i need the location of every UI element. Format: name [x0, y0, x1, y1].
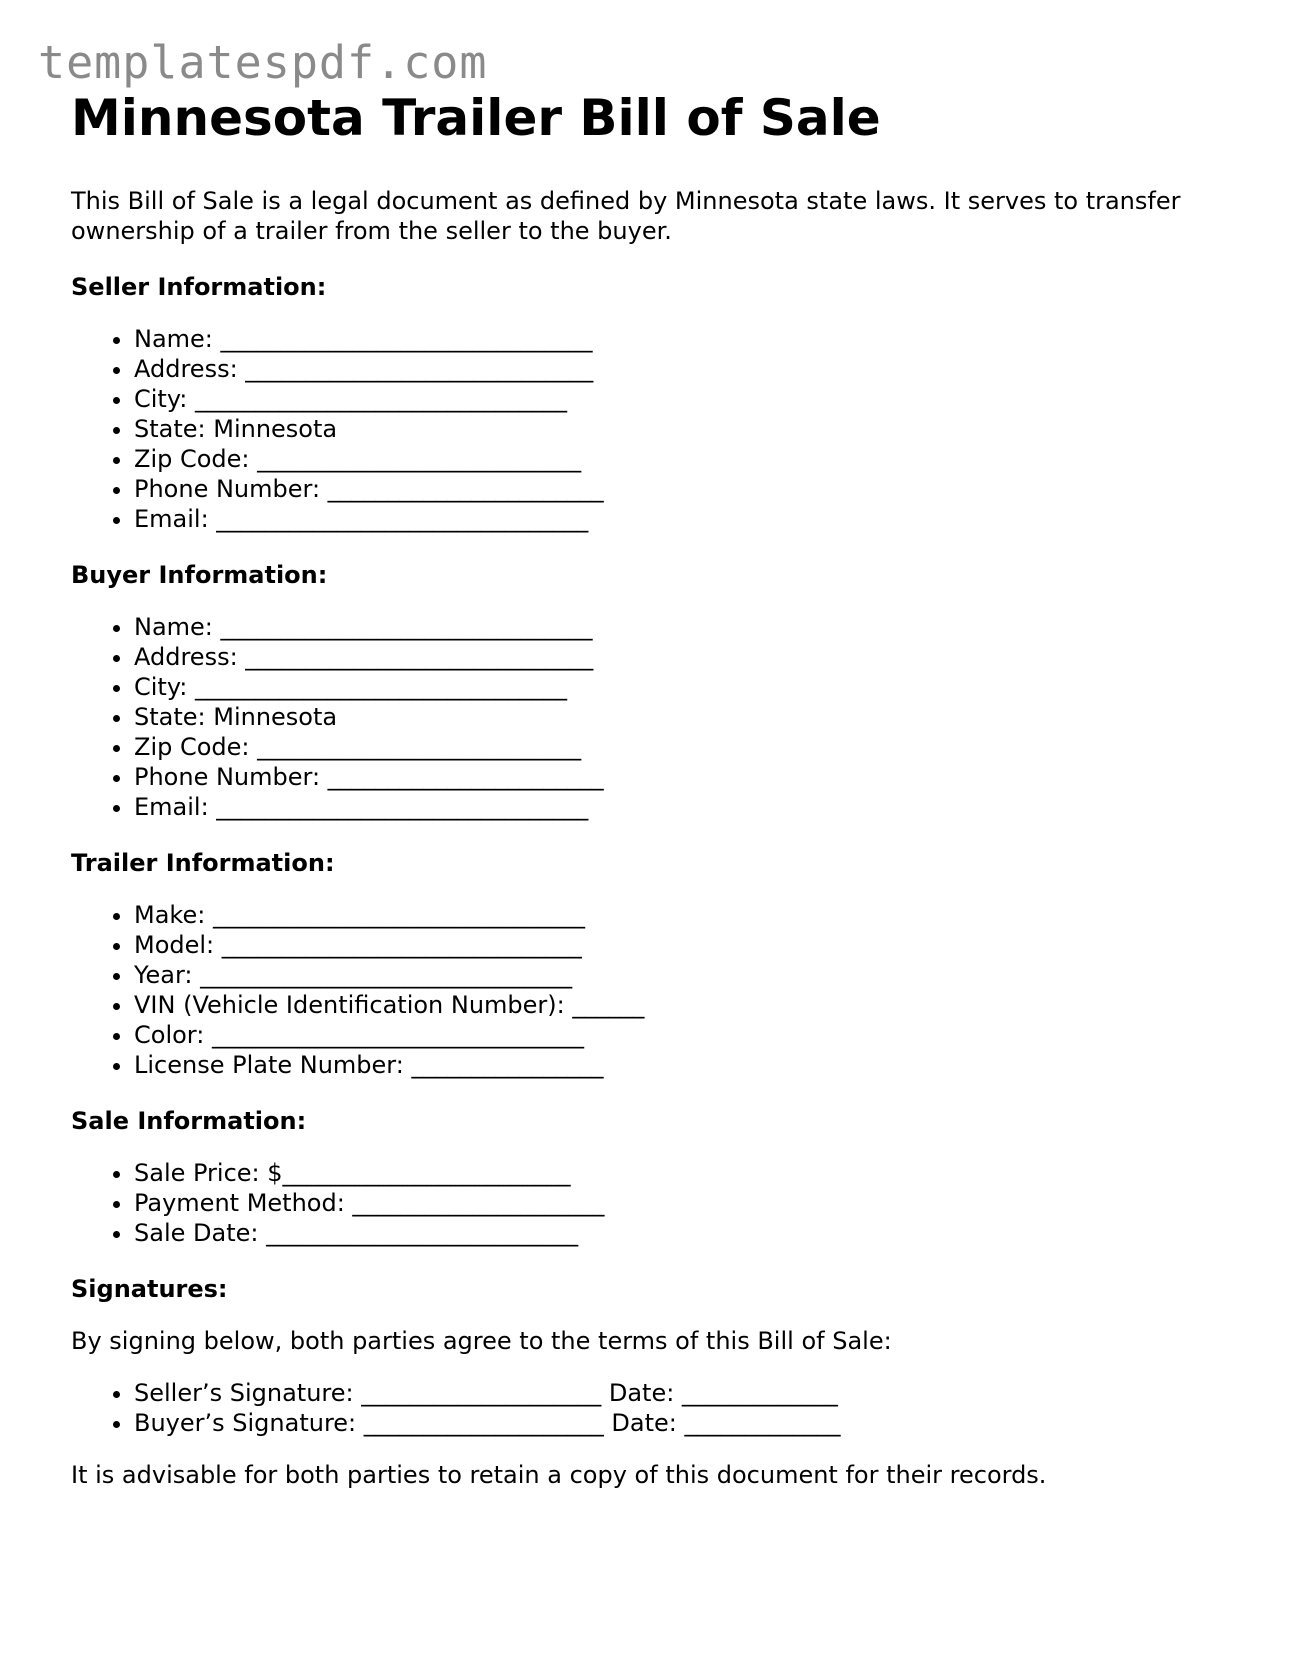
- seller-heading: Seller Information:: [71, 273, 327, 301]
- payment-method-field: • Payment Method: _____________________: [134, 1188, 1251, 1218]
- trailer-list: [71, 900, 1251, 1080]
- intro-paragraph: This Bill of Sale is a legal document as defined by Minnesota state laws. It serves to transfer ownership of a trailer from the seller to the buyer.: [71, 187, 1181, 245]
- buyer-signature-field: • Buyer’s Signature: ____________________ Date: _____________: [134, 1408, 1251, 1438]
- trailer-model-field: • Model: ______________________________: [134, 930, 1251, 960]
- trailer-color-field: • Color: _______________________________: [134, 1020, 1251, 1050]
- sale-list: [71, 1158, 1251, 1248]
- seller-list: [71, 324, 1251, 534]
- seller-name-field: • Name: _______________________________: [134, 324, 1251, 354]
- buyer-address-field: • Address: _____________________________: [134, 642, 1251, 672]
- trailer-vin-field: • VIN (Vehicle Identification Number): ______: [134, 990, 1251, 1020]
- buyer-heading: Buyer Information:: [71, 561, 328, 589]
- document-title: Minnesota Trailer Bill of Sale: [71, 89, 881, 147]
- buyer-zip-field: • Zip Code: ___________________________: [134, 732, 1251, 762]
- seller-state-field: • State: Minnesota: [134, 414, 1251, 444]
- signatures-list: [71, 1378, 1251, 1438]
- document-body: [71, 88, 1251, 1490]
- seller-address-field: • Address: _____________________________: [134, 354, 1251, 384]
- sale-heading: Sale Information:: [71, 1107, 307, 1135]
- seller-email-field: • Email: _______________________________: [134, 504, 1251, 534]
- closing-note: It is advisable for both parties to retain a copy of this document for their records.: [71, 1461, 1047, 1489]
- trailer-year-field: • Year: _______________________________: [134, 960, 1251, 990]
- trailer-plate-field: • License Plate Number: ________________: [134, 1050, 1251, 1080]
- trailer-heading: Trailer Information:: [71, 849, 335, 877]
- watermark: templatespdf.com: [38, 36, 488, 89]
- signatures-intro: By signing below, both parties agree to the terms of this Bill of Sale:: [71, 1327, 892, 1355]
- buyer-list: [71, 612, 1251, 822]
- seller-city-field: • City: _______________________________: [134, 384, 1251, 414]
- sale-price-field: • Sale Price: $________________________: [134, 1158, 1251, 1188]
- buyer-name-field: • Name: _______________________________: [134, 612, 1251, 642]
- buyer-state-field: • State: Minnesota: [134, 702, 1251, 732]
- buyer-email-field: • Email: _______________________________: [134, 792, 1251, 822]
- sale-date-field: • Sale Date: __________________________: [134, 1218, 1251, 1248]
- buyer-phone-field: • Phone Number: _______________________: [134, 762, 1251, 792]
- seller-phone-field: • Phone Number: _______________________: [134, 474, 1251, 504]
- signatures-heading: Signatures:: [71, 1275, 228, 1303]
- seller-signature-field: • Seller’s Signature: ____________________ Date: _____________: [134, 1378, 1251, 1408]
- trailer-make-field: • Make: _______________________________: [134, 900, 1251, 930]
- buyer-city-field: • City: _______________________________: [134, 672, 1251, 702]
- seller-zip-field: • Zip Code: ___________________________: [134, 444, 1251, 474]
